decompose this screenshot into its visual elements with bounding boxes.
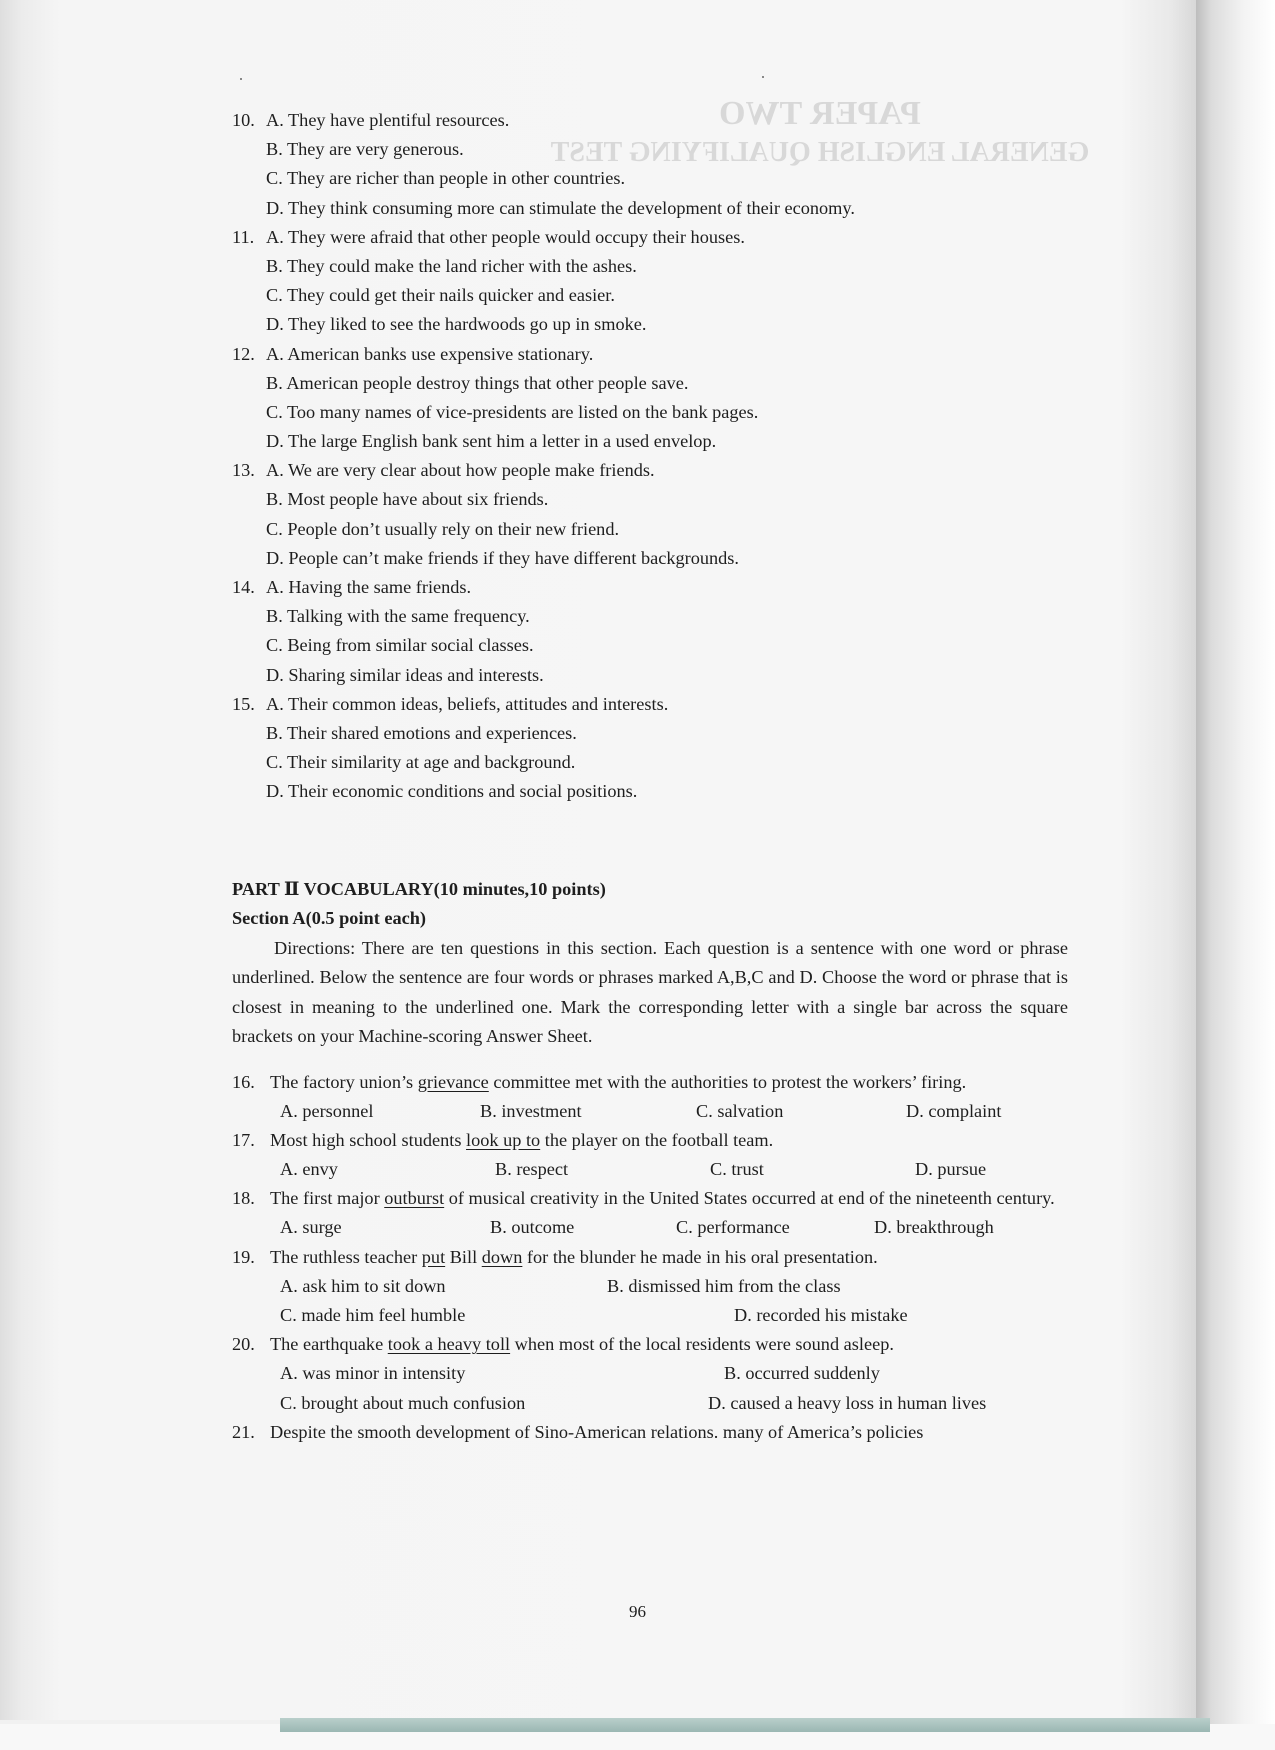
option-text: A. They were afraid that other people would occupy their houses.: [266, 226, 745, 247]
question-number: 18.: [232, 1188, 255, 1209]
option-text: A. They have plentiful resources.: [266, 110, 510, 130]
option-b: B. dismissed him from the class: [607, 1275, 841, 1296]
question-18-stem: [232, 1184, 1068, 1213]
stem-text: Bill: [445, 1246, 482, 1267]
question-19-options-cd: [232, 1301, 1068, 1330]
question-20-options-ab: [232, 1359, 1068, 1388]
question-number: 20.: [232, 1334, 255, 1355]
stem-text: The ruthless teacher: [270, 1246, 422, 1267]
stem-text: committee met with the authorities to protest the workers’ firing.: [488, 1071, 967, 1092]
question-16-stem: [232, 1068, 1068, 1097]
page-edge-shadow: [1196, 0, 1275, 1750]
question-11-option-d: [232, 310, 1068, 339]
question-20-stem: [232, 1330, 1068, 1359]
option-a: A. personnel: [280, 1100, 374, 1121]
book-cover-edge: [280, 1718, 1210, 1732]
option-text: A. Their common ideas, beliefs, attitudes and interests.: [266, 693, 669, 714]
question-13-option-b: [232, 485, 1068, 514]
stem-text: Despite the smooth development of Sino-American relations. many of America’s policies: [270, 1421, 924, 1442]
question-number: 16.: [232, 1071, 255, 1092]
option-d: D. complaint: [906, 1100, 1002, 1121]
stem-text: of musical creativity in the United States occurred at end of the nineteenth century.: [444, 1188, 1055, 1209]
option-d: D. recorded his mistake: [734, 1305, 908, 1326]
question-17-stem: [232, 1126, 1068, 1155]
question-number: 19.: [232, 1246, 255, 1267]
question-12-option-c: [232, 398, 1068, 427]
page-number: 96: [629, 1602, 646, 1621]
underlined-term: look up to: [466, 1129, 541, 1150]
question-number: 15.: [232, 693, 255, 714]
question-12-option-a: [232, 340, 1068, 369]
stem-text: The earthquake: [270, 1334, 388, 1355]
question-number: 14.: [232, 577, 255, 597]
option-text: A. Having the same friends.: [266, 577, 472, 597]
question-number: 13.: [232, 460, 255, 481]
question-15-option-d: [232, 777, 1068, 806]
question-number: 21.: [232, 1421, 255, 1442]
question-13-option-d: [232, 544, 1068, 573]
question-14-option-c: [232, 631, 1068, 660]
stem-text: Most high school students: [270, 1129, 467, 1150]
option-text: B. They are very generous.: [266, 139, 464, 160]
option-text: B. They could make the land richer with the ashes.: [266, 255, 637, 276]
underlined-term: down: [481, 1246, 523, 1267]
question-14-option-d: [232, 661, 1068, 690]
stem-text: when most of the local residents were sound asleep.: [510, 1334, 894, 1355]
question-14-option-a: [232, 573, 1068, 602]
question-12-option-d: [232, 427, 1068, 456]
option-c: C. trust: [710, 1159, 764, 1180]
option-a: A. ask him to sit down: [280, 1275, 446, 1296]
option-text: B. Talking with the same frequency.: [266, 606, 530, 627]
question-11-option-a: [232, 223, 1068, 252]
option-text: C. Too many names of vice-presidents are listed on the bank pages.: [266, 401, 759, 422]
option-b: B. investment: [480, 1100, 582, 1121]
stem-text: The factory union’s: [270, 1071, 418, 1092]
spacer: [232, 807, 1068, 875]
option-text: D. Sharing similar ideas and interests.: [266, 664, 544, 685]
question-15-option-b: [232, 719, 1068, 748]
underlined-term: put: [421, 1246, 446, 1267]
option-d: D. caused a heavy loss in human lives: [708, 1392, 987, 1413]
option-text: D. They liked to see the hardwoods go up in smoke.: [266, 314, 647, 335]
question-18-options: [232, 1213, 1068, 1242]
underlined-term: outburst: [384, 1188, 445, 1209]
option-text: C. They could get their nails quicker and easier.: [266, 285, 615, 306]
question-12-option-b: [232, 369, 1068, 398]
underlined-term: took a heavy toll: [387, 1334, 511, 1355]
option-text: B. Their shared emotions and experiences.: [266, 722, 577, 743]
option-text: C. Being from similar social classes.: [266, 635, 534, 656]
option-b: B. outcome: [490, 1217, 575, 1238]
option-c: C. brought about much confusion: [280, 1392, 526, 1413]
question-19-stem: [232, 1243, 1068, 1272]
stem-text: the player on the football team.: [540, 1129, 774, 1150]
option-text: B. Most people have about six friends.: [266, 489, 549, 510]
option-a: A. surge: [280, 1217, 342, 1238]
option-text: D. They think consuming more can stimulate the development of their economy.: [266, 197, 855, 218]
section-heading: Section A(0.5 point each): [232, 907, 426, 928]
question-21-stem: [232, 1418, 1068, 1447]
question-15-option-c: [232, 748, 1068, 777]
scan-speck: [240, 78, 242, 80]
option-text: D. People can’t make friends if they have different backgrounds.: [266, 547, 739, 568]
option-text: C. People don’t usually rely on their new friend.: [266, 518, 620, 539]
option-text: D. Their economic conditions and social positions.: [266, 781, 638, 802]
question-16-options: [232, 1097, 1068, 1126]
option-d: D. pursue: [915, 1159, 987, 1180]
option-a: A. envy: [280, 1159, 338, 1180]
question-number: 11.: [232, 226, 255, 247]
question-number: 12.: [232, 343, 255, 364]
question-20-options-cd: [232, 1389, 1068, 1418]
spacer: [232, 1052, 1068, 1068]
underlined-term: grievance: [417, 1071, 489, 1092]
option-text: C. They are richer than people in other countries.: [266, 168, 626, 189]
question-17-options: [232, 1155, 1068, 1184]
question-14-option-b: [232, 602, 1068, 631]
option-a: A. was minor in intensity: [280, 1363, 466, 1384]
question-number: 10.: [232, 110, 255, 130]
option-text: D. The large English bank sent him a letter in a used envelop.: [266, 431, 717, 452]
option-c: C. salvation: [696, 1100, 784, 1121]
question-10-option-c: [232, 164, 1068, 193]
option-b: B. respect: [495, 1159, 569, 1180]
question-13-option-c: [232, 515, 1068, 544]
stem-text: for the blunder he made in his oral presentation.: [522, 1246, 878, 1267]
scan-speck: [762, 76, 764, 78]
option-text: C. Their similarity at age and background.: [266, 752, 576, 773]
question-10-option-d: [232, 194, 1068, 223]
question-19-options-ab: [232, 1272, 1068, 1301]
question-11-option-c: [232, 281, 1068, 310]
question-11-option-b: [232, 252, 1068, 281]
question-13-option-a: [232, 456, 1068, 485]
option-c: C. made him feel humble: [280, 1305, 466, 1326]
option-c: C. performance: [676, 1217, 790, 1238]
option-d: D. breakthrough: [874, 1217, 994, 1238]
question-number: 17.: [232, 1129, 255, 1150]
page-content: [232, 106, 1068, 1447]
option-text: A. American banks use expensive stationary.: [266, 343, 594, 364]
part-heading: PART Ⅱ VOCABULARY(10 minutes,10 points): [232, 878, 606, 899]
option-text: B. American people destroy things that other people save.: [266, 372, 689, 393]
stem-text: The first major: [270, 1188, 385, 1209]
option-b: B. occurred suddenly: [724, 1363, 880, 1384]
option-text: A. We are very clear about how people make friends.: [266, 460, 655, 481]
question-10-option-a: [232, 106, 1068, 135]
question-10-option-b: [232, 135, 1068, 164]
directions-paragraph: Directions: There are ten questions in this section. Each question is a sentence with one word or phrase underlined. Below the sentence are four words or phrases marked A,B,C and D. Choose the word or phrase that is closest in meaning to the underlined one. Mark the corresponding letter with a single bar across the square brackets on your Machine-scoring Answer Sheet.: [232, 937, 1068, 1047]
question-15-option-a: [232, 690, 1068, 719]
